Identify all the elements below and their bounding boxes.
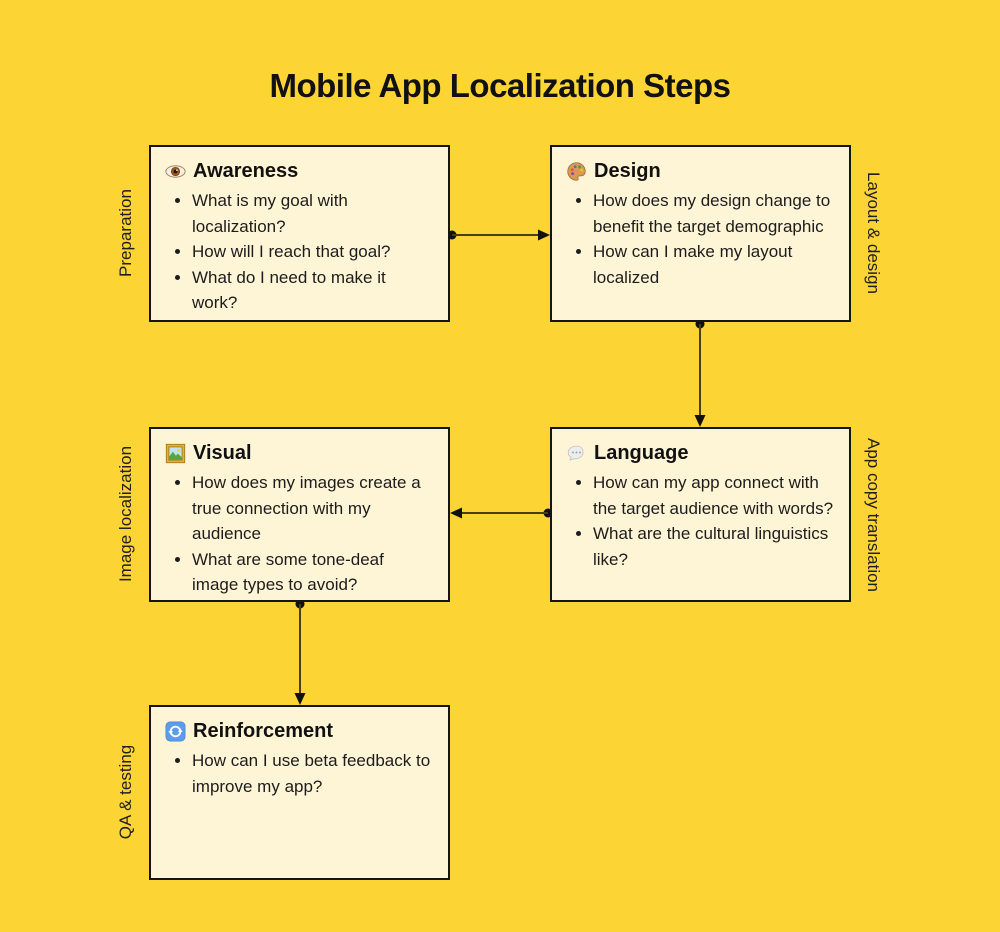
- speech-balloon-icon: [566, 443, 587, 464]
- design-heading: [566, 160, 835, 183]
- language-bullet-list: [566, 470, 835, 572]
- language-heading-label: Language: [594, 442, 689, 464]
- step-box-design: [550, 145, 851, 322]
- bullet-item: • How does my images create a true connection with my audience: [192, 470, 434, 547]
- side-label-image-localization: Image localization: [116, 445, 135, 583]
- reinforcement-heading-label: Reinforcement: [193, 720, 334, 742]
- connector-design-to-language: [695, 320, 706, 428]
- awareness-bullet-list: [165, 188, 434, 316]
- bullet-item: • What do I need to make it work?: [192, 265, 434, 316]
- bullet-item: • What are the cultural linguistics like?: [593, 521, 835, 572]
- step-box-reinforcement: [149, 705, 450, 880]
- bullet-item: • How will I reach that goal?: [192, 239, 434, 265]
- reinforcement-bullet-list: [165, 748, 434, 799]
- bullet-item: • How does my design change to benefit the target demographic: [593, 188, 835, 239]
- bullet-item: • How can I make my layout localized: [593, 239, 835, 290]
- design-heading-label: Design: [594, 160, 661, 182]
- step-box-awareness: [149, 145, 450, 322]
- step-box-visual: [149, 427, 450, 602]
- connector-language-to-visual: [450, 508, 553, 519]
- side-label-preparation: Preparation: [116, 189, 135, 277]
- connector-awareness-to-design: [448, 230, 551, 241]
- visual-heading-label: Visual: [193, 442, 252, 464]
- language-heading: [566, 442, 835, 465]
- side-label-qa-and-testing: QA & testing: [116, 744, 135, 840]
- step-box-language: [550, 427, 851, 602]
- visual-bullet-list: [165, 470, 434, 598]
- bullet-item: • How can my app connect with the target audience with words?: [593, 470, 835, 521]
- bullet-item: • What is my goal with localization?: [192, 188, 434, 239]
- page-title: Mobile App Localization Steps: [269, 67, 731, 105]
- design-bullet-list: [566, 188, 835, 290]
- eye-icon: [165, 161, 186, 182]
- bullet-item: • How can I use beta feedback to improve my app?: [192, 748, 434, 799]
- awareness-heading: [165, 160, 434, 183]
- connector-visual-to-reinforcement: [295, 600, 306, 706]
- visual-heading: [165, 442, 434, 465]
- awareness-heading-label: Awareness: [193, 160, 299, 182]
- side-label-app-copy-translation: App copy translation: [864, 437, 883, 593]
- reinforcement-heading: [165, 720, 434, 743]
- bullet-item: • What are some tone-deaf image types to avoid?: [192, 547, 434, 598]
- palette-icon: [566, 161, 587, 182]
- arrows-counterclockwise-icon: [165, 721, 186, 742]
- framed-picture-icon: [165, 443, 186, 464]
- side-label-layout-and-design: Layout & design: [864, 172, 883, 294]
